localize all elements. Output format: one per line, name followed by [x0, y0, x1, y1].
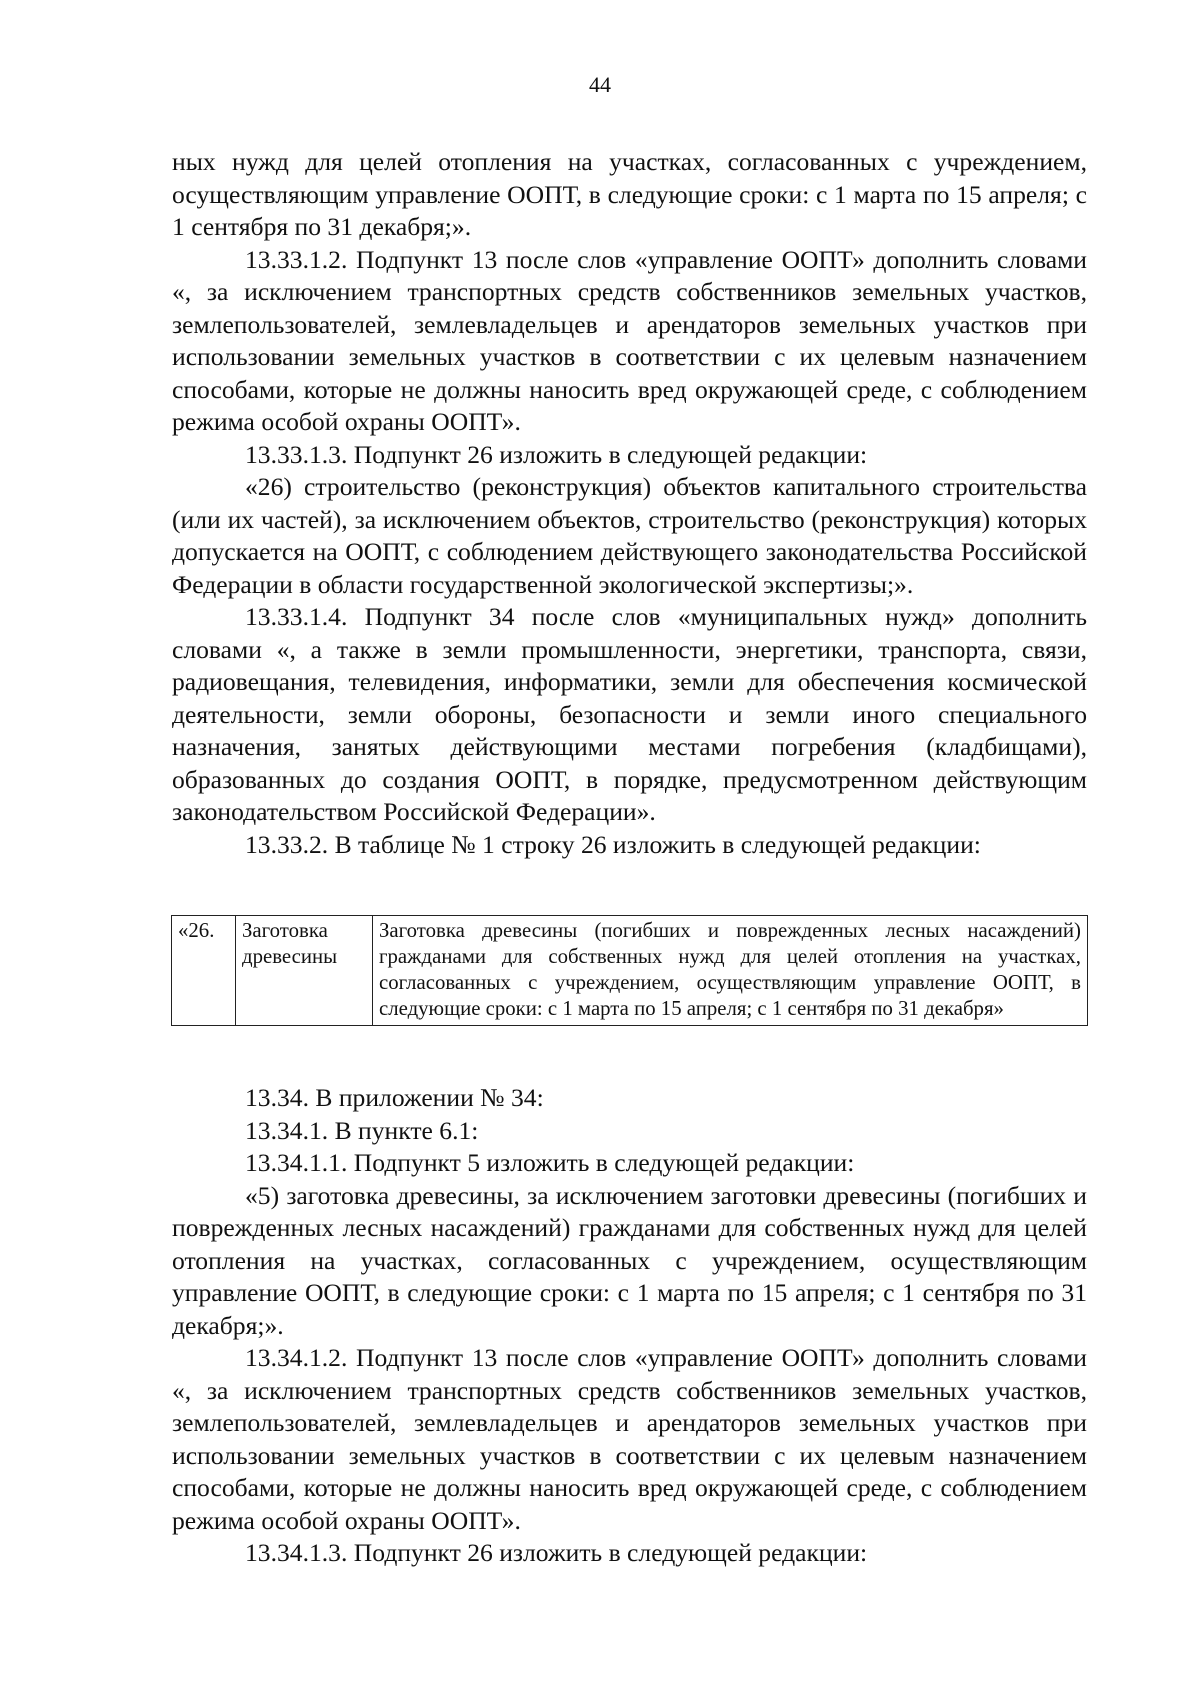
paragraph: 13.33.2. В таблице № 1 строку 26 изложить в следующей редакции:: [245, 829, 981, 859]
paragraph: 13.34.1.3. Подпункт 26 изложить в следующей редакции:: [245, 1538, 868, 1567]
paragraph: 13.34. В приложении № 34:: [245, 1083, 544, 1112]
body-text-top: [172, 146, 1087, 861]
amendment-table: [171, 915, 1088, 1026]
paragraph: «26) строительство (реконструкция) объектов капитального строительства (или их частей), за исключением объектов, строительство (реконструкция) которых допускается на ООПТ, с соблюдением действующего законодательства Российской Федерации в области государственной экологической экспертизы;».: [172, 472, 1087, 599]
paragraph: 13.34.1.2. Подпункт 13 после слов «управление ООПТ» дополнить словами «, за исключением транспортных средств собственников земельных участков, землепользователей, землевладельцев и арендаторов земельных участков при использовании земельных участков в соответствии с их целевым назначением способами, которые не должны наносить вред окружающей среде, с соблюдением режима особой охраны ООПТ».: [172, 1343, 1087, 1535]
paragraph: ных нужд для целей отопления на участках, согласованных с учреждением, осуществляющим управление ООПТ, в следующие сроки: с 1 марта по 15 апреля; с 1 сентября по 31 декабря;».: [172, 147, 1087, 241]
paragraph: 13.33.1.4. Подпункт 34 после слов «муниципальных нужд» дополнить словами «, а также в земли промышленности, энергетики, транспорта, связи, радиовещания, телевидения, информатики, земли для обеспечения космической деятельности, земли обороны, безопасности и земли иного специального назначения, занятых действующими местами погребения (кладбищами), образованных до создания ООПТ, в порядке, предусмотренном действующим законодательством Российской Федерации».: [172, 602, 1087, 826]
paragraph: 13.34.1.1. Подпункт 5 изложить в следующей редакции:: [245, 1148, 855, 1177]
page-number: 44: [589, 72, 611, 97]
table-row: [172, 916, 1088, 1026]
table-cell-number: «26.: [172, 916, 236, 1026]
paragraph: 13.34.1. В пункте 6.1:: [245, 1115, 479, 1145]
table-cell-name: Заготовка древесины: [236, 916, 373, 1026]
paragraph: «5) заготовка древесины, за исключением заготовки древесины (погибших и поврежденных лесных насаждений) гражданами для собственных нужд для целей отопления на участках, согласованных с учреждением, осуществляющим управление ООПТ, в следующие сроки: с 1 марта по 15 апреля; с 1 сентября по 31 декабря;».: [172, 1180, 1087, 1340]
body-text-bottom: [172, 1082, 1087, 1570]
paragraph: 13.33.1.3. Подпункт 26 изложить в следующей редакции:: [245, 439, 868, 469]
paragraph: 13.33.1.2. Подпункт 13 после слов «управление ООПТ» дополнить словами «, за исключением транспортных средств собственников земельных участков, землепользователей, землевладельцев и арендаторов земельных участков при использовании земельных участков в соответствии с их целевым назначением способами, которые не должны наносить вред окружающей среде, с соблюдением режима особой охраны ООПТ».: [172, 244, 1087, 436]
table-cell-description: Заготовка древесины (погибших и поврежденных лесных насаждений) гражданами для собственных нужд для целей отопления на участках, согласованных с учреждением, осуществляющим управление ООПТ, в следующие сроки: с 1 марта по 15 апреля; с 1 сентября по 31 декабря»: [373, 916, 1088, 1026]
